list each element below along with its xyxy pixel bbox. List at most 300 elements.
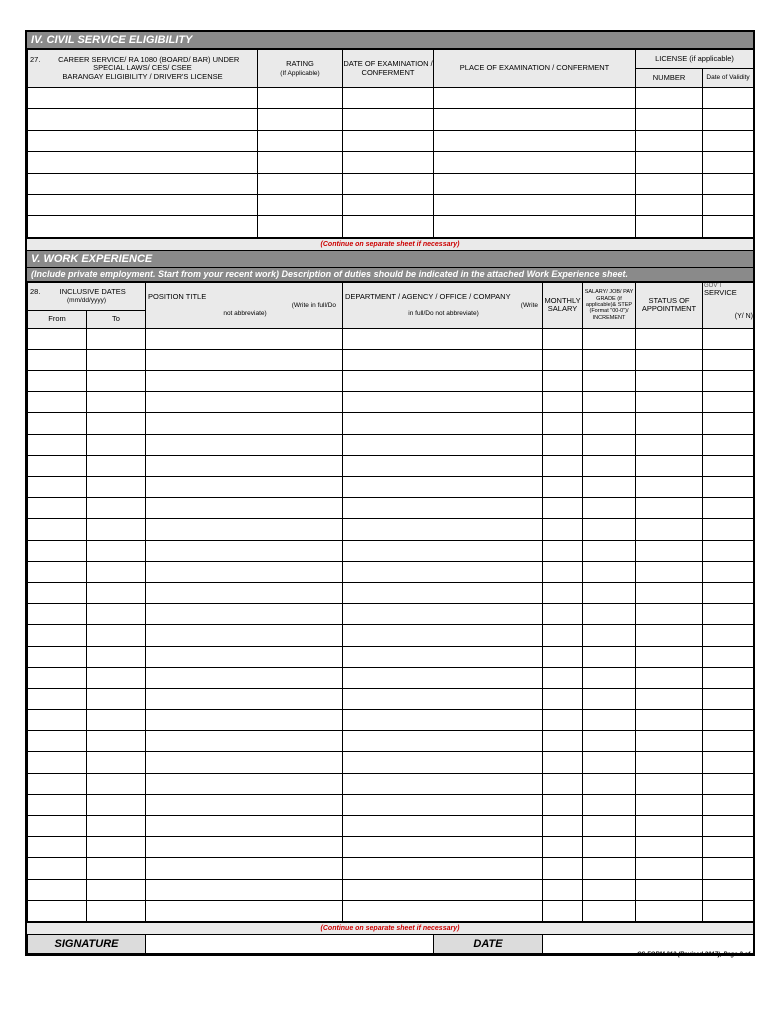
signature-field[interactable] <box>146 934 434 953</box>
work-experience-cell[interactable] <box>343 858 543 879</box>
work-experience-cell[interactable] <box>28 667 87 688</box>
work-experience-cell[interactable] <box>543 582 583 603</box>
work-experience-cell[interactable] <box>87 349 146 370</box>
work-experience-cell[interactable] <box>87 434 146 455</box>
eligibility-cell[interactable] <box>258 109 343 130</box>
work-experience-cell[interactable] <box>87 455 146 476</box>
eligibility-cell[interactable] <box>343 130 434 151</box>
work-experience-cell[interactable] <box>583 688 636 709</box>
work-experience-cell[interactable] <box>87 477 146 498</box>
work-experience-cell[interactable] <box>583 710 636 731</box>
work-experience-cell[interactable] <box>636 392 703 413</box>
eligibility-cell[interactable] <box>28 173 258 194</box>
work-experience-cell[interactable] <box>583 561 636 582</box>
work-experience-cell[interactable] <box>343 392 543 413</box>
work-experience-cell[interactable] <box>87 879 146 900</box>
work-experience-cell[interactable] <box>343 604 543 625</box>
work-experience-cell[interactable] <box>543 667 583 688</box>
work-experience-cell[interactable] <box>343 794 543 815</box>
work-experience-cell[interactable] <box>543 498 583 519</box>
work-experience-cell[interactable] <box>146 900 343 921</box>
date-field[interactable] <box>543 934 754 953</box>
work-experience-cell[interactable] <box>636 858 703 879</box>
work-experience-cell[interactable] <box>146 731 343 752</box>
work-experience-cell[interactable] <box>343 731 543 752</box>
eligibility-cell[interactable] <box>703 88 754 109</box>
work-experience-cell[interactable] <box>703 794 754 815</box>
work-experience-row <box>28 773 754 794</box>
eligibility-cell[interactable] <box>258 216 343 237</box>
work-experience-cell[interactable] <box>343 371 543 392</box>
work-experience-cell[interactable] <box>583 582 636 603</box>
col-salary-grade: SALARY/ JOB/ PAY GRADE (if applicable)& STEP (Format "00-0")/ INCREMENT <box>583 282 636 328</box>
work-experience-cell[interactable] <box>543 561 583 582</box>
col-license-validity: Date of Validity <box>703 69 754 88</box>
work-experience-cell[interactable] <box>703 837 754 858</box>
work-experience-cell[interactable] <box>343 455 543 476</box>
work-experience-cell[interactable] <box>343 625 543 646</box>
work-experience-cell[interactable] <box>636 688 703 709</box>
work-experience-cell[interactable] <box>146 879 343 900</box>
work-experience-cell[interactable] <box>343 582 543 603</box>
work-experience-cell[interactable] <box>583 498 636 519</box>
work-experience-cell[interactable] <box>543 794 583 815</box>
work-experience-cell[interactable] <box>87 646 146 667</box>
work-experience-cell[interactable] <box>636 540 703 561</box>
work-experience-cell[interactable] <box>583 773 636 794</box>
eligibility-cell[interactable] <box>636 152 703 173</box>
work-experience-cell[interactable] <box>28 794 87 815</box>
work-experience-cell[interactable] <box>583 519 636 540</box>
eligibility-cell[interactable] <box>343 109 434 130</box>
work-experience-cell[interactable] <box>146 688 343 709</box>
work-experience-cell[interactable] <box>28 731 87 752</box>
work-experience-cell[interactable] <box>87 731 146 752</box>
work-experience-cell[interactable] <box>583 625 636 646</box>
work-experience-cell[interactable] <box>703 858 754 879</box>
work-experience-row <box>28 434 754 455</box>
work-experience-cell[interactable] <box>636 328 703 349</box>
work-experience-cell[interactable] <box>543 879 583 900</box>
work-experience-cell[interactable] <box>28 879 87 900</box>
work-experience-cell[interactable] <box>28 625 87 646</box>
work-experience-cell[interactable] <box>703 498 754 519</box>
work-experience-cell[interactable] <box>343 816 543 837</box>
work-experience-cell[interactable] <box>636 561 703 582</box>
work-experience-cell[interactable] <box>543 413 583 434</box>
col-department: DEPARTMENT / AGENCY / OFFICE / COMPANY (Write in full/Do not abbreviate) <box>343 282 543 328</box>
work-experience-cell[interactable] <box>343 879 543 900</box>
work-experience-cell[interactable] <box>543 540 583 561</box>
eligibility-cell[interactable] <box>258 173 343 194</box>
work-experience-cell[interactable] <box>146 752 343 773</box>
form-footer: CS FORM 212 (Revised 2017), Page 2 of 4 <box>636 952 755 958</box>
work-experience-row <box>28 519 754 540</box>
work-experience-row <box>28 582 754 603</box>
work-experience-cell[interactable] <box>146 328 343 349</box>
work-experience-cell[interactable] <box>636 582 703 603</box>
work-experience-cell[interactable] <box>146 858 343 879</box>
work-experience-cell[interactable] <box>343 900 543 921</box>
work-experience-cell[interactable] <box>543 392 583 413</box>
col-govt-service: GOV'T SERVICE (Y/ N) <box>703 282 754 328</box>
work-experience-cell[interactable] <box>343 328 543 349</box>
work-experience-cell[interactable] <box>87 561 146 582</box>
work-experience-cell[interactable] <box>703 646 754 667</box>
work-experience-cell[interactable] <box>87 752 146 773</box>
work-experience-cell[interactable] <box>28 498 87 519</box>
eligibility-cell[interactable] <box>434 173 636 194</box>
eligibility-cell[interactable] <box>636 109 703 130</box>
eligibility-row <box>28 109 754 130</box>
work-experience-cell[interactable] <box>28 349 87 370</box>
work-experience-cell[interactable] <box>28 688 87 709</box>
work-experience-cell[interactable] <box>583 837 636 858</box>
work-experience-cell[interactable] <box>146 477 343 498</box>
work-experience-cell[interactable] <box>543 752 583 773</box>
work-experience-cell[interactable] <box>146 540 343 561</box>
eligibility-cell[interactable] <box>343 173 434 194</box>
work-experience-cell[interactable] <box>583 816 636 837</box>
work-experience-cell[interactable] <box>87 582 146 603</box>
work-experience-cell[interactable] <box>146 667 343 688</box>
work-experience-cell[interactable] <box>146 816 343 837</box>
work-experience-cell[interactable] <box>87 710 146 731</box>
eligibility-cell[interactable] <box>434 130 636 151</box>
work-experience-cell[interactable] <box>543 625 583 646</box>
work-experience-cell[interactable] <box>703 413 754 434</box>
eligibility-cell[interactable] <box>28 216 258 237</box>
work-experience-cell[interactable] <box>703 773 754 794</box>
work-experience-cell[interactable] <box>343 837 543 858</box>
eligibility-cell[interactable] <box>343 216 434 237</box>
work-experience-cell[interactable] <box>543 837 583 858</box>
work-experience-cell[interactable] <box>146 413 343 434</box>
work-experience-cell[interactable] <box>146 582 343 603</box>
work-experience-cell[interactable] <box>343 752 543 773</box>
work-experience-cell[interactable] <box>543 731 583 752</box>
work-experience-cell[interactable] <box>87 816 146 837</box>
work-experience-cell[interactable] <box>87 392 146 413</box>
col-monthly-salary: MONTHLY SALARY <box>543 282 583 328</box>
work-experience-cell[interactable] <box>636 731 703 752</box>
work-experience-cell[interactable] <box>28 710 87 731</box>
work-experience-cell[interactable] <box>636 498 703 519</box>
col-license-number: NUMBER <box>636 69 703 88</box>
work-experience-cell[interactable] <box>146 710 343 731</box>
work-experience-row <box>28 858 754 879</box>
work-experience-cell[interactable] <box>583 413 636 434</box>
work-experience-cell[interactable] <box>146 837 343 858</box>
work-experience-cell[interactable] <box>703 688 754 709</box>
work-experience-cell[interactable] <box>703 731 754 752</box>
work-experience-cell[interactable] <box>703 710 754 731</box>
work-experience-cell[interactable] <box>343 667 543 688</box>
eligibility-row <box>28 194 754 215</box>
work-experience-cell[interactable] <box>28 837 87 858</box>
work-experience-cell[interactable] <box>583 900 636 921</box>
work-experience-cell[interactable] <box>583 349 636 370</box>
work-experience-cell[interactable] <box>636 349 703 370</box>
work-experience-cell[interactable] <box>28 413 87 434</box>
work-experience-cell[interactable] <box>146 794 343 815</box>
work-experience-cell[interactable] <box>543 434 583 455</box>
work-experience-cell[interactable] <box>146 646 343 667</box>
eligibility-cell[interactable] <box>28 194 258 215</box>
work-experience-cell[interactable] <box>583 540 636 561</box>
work-experience-cell[interactable] <box>703 540 754 561</box>
col-position-title: POSITION TITLE (Write in full/Do not abbreviate) <box>146 282 343 328</box>
work-experience-cell[interactable] <box>543 900 583 921</box>
work-experience-cell[interactable] <box>583 879 636 900</box>
work-experience-cell[interactable] <box>28 752 87 773</box>
work-experience-cell[interactable] <box>636 434 703 455</box>
work-experience-cell[interactable] <box>343 710 543 731</box>
eligibility-cell[interactable] <box>28 152 258 173</box>
work-experience-cell[interactable] <box>28 582 87 603</box>
work-experience-cell[interactable] <box>146 561 343 582</box>
work-experience-cell[interactable] <box>703 667 754 688</box>
work-experience-cell[interactable] <box>343 561 543 582</box>
work-experience-cell[interactable] <box>543 710 583 731</box>
work-experience-cell[interactable] <box>636 625 703 646</box>
eligibility-cell[interactable] <box>636 88 703 109</box>
work-experience-cell[interactable] <box>343 434 543 455</box>
work-experience-cell[interactable] <box>146 625 343 646</box>
eligibility-row <box>28 130 754 151</box>
work-experience-cell[interactable] <box>636 455 703 476</box>
work-experience-cell[interactable] <box>703 879 754 900</box>
work-experience-cell[interactable] <box>146 519 343 540</box>
work-experience-cell[interactable] <box>87 794 146 815</box>
work-experience-cell[interactable] <box>343 519 543 540</box>
work-experience-cell[interactable] <box>583 858 636 879</box>
work-experience-cell[interactable] <box>543 328 583 349</box>
work-experience-row <box>28 667 754 688</box>
work-experience-cell[interactable] <box>28 477 87 498</box>
work-experience-cell[interactable] <box>28 328 87 349</box>
eligibility-cell[interactable] <box>258 88 343 109</box>
work-experience-cell[interactable] <box>703 625 754 646</box>
work-experience-cell[interactable] <box>703 604 754 625</box>
work-experience-cell[interactable] <box>636 816 703 837</box>
eligibility-cell[interactable] <box>258 130 343 151</box>
work-experience-cell[interactable] <box>703 477 754 498</box>
col-status-appointment: STATUS OF APPOINTMENT <box>636 282 703 328</box>
work-experience-row <box>28 625 754 646</box>
work-experience-cell[interactable] <box>636 371 703 392</box>
work-experience-cell[interactable] <box>28 646 87 667</box>
work-experience-cell[interactable] <box>636 752 703 773</box>
work-experience-cell[interactable] <box>636 477 703 498</box>
eligibility-cell[interactable] <box>258 152 343 173</box>
work-experience-cell[interactable] <box>28 816 87 837</box>
work-experience-cell[interactable] <box>87 667 146 688</box>
eligibility-cell[interactable] <box>28 88 258 109</box>
work-experience-cell[interactable] <box>636 519 703 540</box>
work-experience-cell[interactable] <box>583 371 636 392</box>
eligibility-cell[interactable] <box>636 216 703 237</box>
work-experience-cell[interactable] <box>636 773 703 794</box>
work-experience-row <box>28 604 754 625</box>
eligibility-cell[interactable] <box>636 130 703 151</box>
eligibility-table <box>27 49 754 238</box>
work-experience-cell[interactable] <box>636 604 703 625</box>
work-experience-cell[interactable] <box>343 413 543 434</box>
work-experience-row <box>28 710 754 731</box>
work-experience-cell[interactable] <box>703 455 754 476</box>
eligibility-cell[interactable] <box>636 194 703 215</box>
eligibility-row <box>28 152 754 173</box>
work-experience-row <box>28 879 754 900</box>
work-experience-cell[interactable] <box>543 688 583 709</box>
eligibility-cell[interactable] <box>28 109 258 130</box>
work-experience-cell[interactable] <box>87 498 146 519</box>
work-experience-cell[interactable] <box>543 477 583 498</box>
work-experience-cell[interactable] <box>146 371 343 392</box>
work-experience-cell[interactable] <box>146 604 343 625</box>
work-experience-cell[interactable] <box>343 498 543 519</box>
eligibility-cell[interactable] <box>343 152 434 173</box>
work-experience-cell[interactable] <box>87 540 146 561</box>
work-experience-cell[interactable] <box>703 561 754 582</box>
work-experience-cell[interactable] <box>28 561 87 582</box>
col-inclusive-dates: 28. INCLUSIVE DATES (mm/dd/yyyy) <box>28 282 146 310</box>
eligibility-cell[interactable] <box>343 194 434 215</box>
work-experience-cell[interactable] <box>543 816 583 837</box>
work-experience-cell[interactable] <box>583 434 636 455</box>
eligibility-cell[interactable] <box>434 109 636 130</box>
work-experience-cell[interactable] <box>146 498 343 519</box>
work-experience-cell[interactable] <box>636 837 703 858</box>
work-experience-cell[interactable] <box>87 413 146 434</box>
work-experience-cell[interactable] <box>703 582 754 603</box>
work-experience-cell[interactable] <box>87 773 146 794</box>
work-experience-cell[interactable] <box>146 434 343 455</box>
work-experience-cell[interactable] <box>343 646 543 667</box>
work-experience-cell[interactable] <box>636 667 703 688</box>
work-experience-cell[interactable] <box>703 349 754 370</box>
work-experience-cell[interactable] <box>87 604 146 625</box>
work-experience-cell[interactable] <box>543 519 583 540</box>
work-experience-cell[interactable] <box>703 519 754 540</box>
work-experience-cell[interactable] <box>343 540 543 561</box>
col-date-to: To <box>87 310 146 328</box>
work-experience-cell[interactable] <box>583 752 636 773</box>
work-experience-cell[interactable] <box>543 455 583 476</box>
work-experience-cell[interactable] <box>28 392 87 413</box>
work-experience-cell[interactable] <box>703 371 754 392</box>
eligibility-cell[interactable] <box>636 173 703 194</box>
eligibility-cell[interactable] <box>258 194 343 215</box>
work-experience-cell[interactable] <box>583 731 636 752</box>
work-experience-cell[interactable] <box>343 773 543 794</box>
work-experience-cell[interactable] <box>543 604 583 625</box>
work-experience-cell[interactable] <box>87 371 146 392</box>
eligibility-cell[interactable] <box>343 88 434 109</box>
work-experience-cell[interactable] <box>28 858 87 879</box>
work-experience-cell[interactable] <box>146 455 343 476</box>
work-experience-cell[interactable] <box>343 349 543 370</box>
work-experience-row <box>28 392 754 413</box>
work-experience-cell[interactable] <box>87 625 146 646</box>
work-experience-cell[interactable] <box>583 392 636 413</box>
work-experience-cell[interactable] <box>636 794 703 815</box>
work-experience-cell[interactable] <box>703 328 754 349</box>
work-experience-cell[interactable] <box>343 477 543 498</box>
eligibility-cell[interactable] <box>703 109 754 130</box>
work-experience-cell[interactable] <box>28 371 87 392</box>
work-experience-cell[interactable] <box>703 816 754 837</box>
eligibility-cell[interactable] <box>703 130 754 151</box>
eligibility-cell[interactable] <box>434 152 636 173</box>
work-experience-cell[interactable] <box>87 519 146 540</box>
work-experience-cell[interactable] <box>543 858 583 879</box>
work-experience-cell[interactable] <box>543 349 583 370</box>
work-experience-cell[interactable] <box>583 455 636 476</box>
eligibility-cell[interactable] <box>28 130 258 151</box>
work-experience-cell[interactable] <box>583 646 636 667</box>
work-experience-cell[interactable] <box>28 455 87 476</box>
work-experience-cell[interactable] <box>583 604 636 625</box>
work-experience-cell[interactable] <box>583 477 636 498</box>
work-experience-cell[interactable] <box>28 773 87 794</box>
work-experience-cell[interactable] <box>28 604 87 625</box>
work-experience-cell[interactable] <box>87 900 146 921</box>
eligibility-row <box>28 216 754 237</box>
work-experience-cell[interactable] <box>703 900 754 921</box>
work-experience-cell[interactable] <box>583 794 636 815</box>
work-experience-row <box>28 816 754 837</box>
work-experience-cell[interactable] <box>28 900 87 921</box>
work-experience-cell[interactable] <box>703 392 754 413</box>
work-experience-cell[interactable] <box>28 434 87 455</box>
work-experience-cell[interactable] <box>703 752 754 773</box>
work-experience-cell[interactable] <box>87 858 146 879</box>
work-experience-cell[interactable] <box>636 900 703 921</box>
eligibility-cell[interactable] <box>703 173 754 194</box>
work-experience-cell[interactable] <box>28 540 87 561</box>
work-experience-cell[interactable] <box>543 773 583 794</box>
work-experience-cell[interactable] <box>543 371 583 392</box>
signature-label: SIGNATURE <box>28 934 146 953</box>
eligibility-cell[interactable] <box>434 216 636 237</box>
work-experience-cell[interactable] <box>146 773 343 794</box>
work-experience-cell[interactable] <box>543 646 583 667</box>
work-experience-cell[interactable] <box>636 646 703 667</box>
work-experience-cell[interactable] <box>87 688 146 709</box>
work-experience-cell[interactable] <box>146 392 343 413</box>
work-experience-cell[interactable] <box>343 688 543 709</box>
work-experience-cell[interactable] <box>87 837 146 858</box>
eligibility-cell[interactable] <box>434 88 636 109</box>
pds-page-2 <box>25 30 755 956</box>
work-experience-cell[interactable] <box>583 667 636 688</box>
section-v-subtitle: (Include private employment. Start from your recent work) Description of duties should be indicated in the attached Work Experience sheet. <box>27 268 753 282</box>
eligibility-cell[interactable] <box>703 152 754 173</box>
eligibility-cell[interactable] <box>703 216 754 237</box>
work-experience-cell[interactable] <box>636 879 703 900</box>
work-experience-cell[interactable] <box>28 519 87 540</box>
eligibility-cell[interactable] <box>703 194 754 215</box>
work-experience-cell[interactable] <box>583 328 636 349</box>
eligibility-cell[interactable] <box>434 194 636 215</box>
work-experience-cell[interactable] <box>636 710 703 731</box>
work-experience-cell[interactable] <box>87 328 146 349</box>
work-experience-cell[interactable] <box>146 349 343 370</box>
work-experience-cell[interactable] <box>703 434 754 455</box>
work-experience-cell[interactable] <box>636 413 703 434</box>
